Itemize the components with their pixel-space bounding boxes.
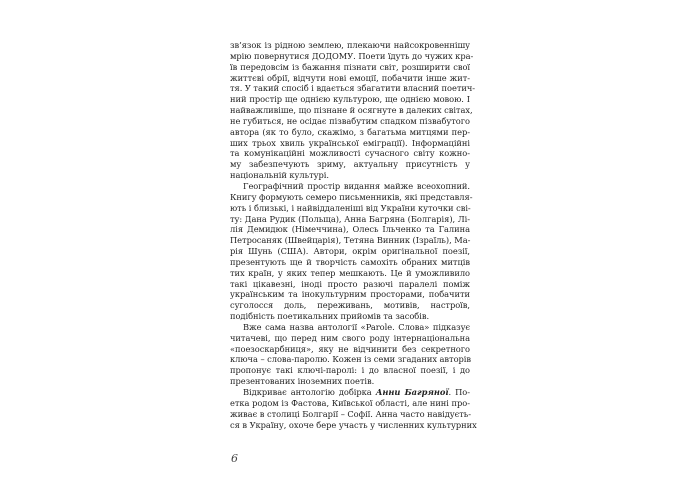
text-line — [230, 387, 470, 398]
text-line: тих країн, у яких тепер мешкають. Це й уможливило — [230, 267, 470, 278]
text-line: етка родом із Фастова, Київської області, але нині про- — [230, 397, 470, 408]
text-line: «поезоскарбниця», яку не відчинити без секретного — [230, 343, 470, 354]
text-line: Книгу формують семеро письменників, які представля- — [230, 191, 473, 202]
text-line: ту: Дана Рудик (Польща), Анна Багряна (Болгарія), Лі- — [230, 213, 470, 224]
text-line: та комунікаційні можливості сучасного світу кожно- — [230, 148, 470, 159]
page-number: 6 — [231, 452, 238, 465]
text-line: пропонує такі ключі-паролі: і до власної поезії, і до — [230, 365, 470, 376]
text-line: автора (як то було, скажімо, з багатьма митцями пер- — [230, 126, 470, 137]
text-line: українським та інокультурним просторами, побачити — [230, 289, 470, 300]
text-line: Петросаняк (Швейцарія), Тетяна Винник (Ізраїль), Ма- — [230, 235, 471, 246]
text-line: Вже сама назва антології «Parole. Слова» підказує — [243, 321, 470, 332]
text-line: не губиться, не осідає пізвабутим спадком пізвабутого — [230, 115, 470, 126]
text-line: живає в столиці Болгарії – Софії. Анна часто навідуєть- — [230, 408, 471, 419]
paragraph — [230, 387, 477, 430]
text-line: рія Шунь (США). Автори, окрім оригінальної поезії, — [230, 246, 470, 257]
text-line: му забезпечують зриму, актуальну присутність у — [230, 159, 470, 170]
text-line: презентують ще й творчість самохіть обраних митців — [230, 256, 470, 267]
paragraph — [230, 180, 473, 322]
text-line: ся в Україну, охоче бере участь у численних культурних — [230, 419, 477, 430]
author-name: Анни Багряної — [375, 387, 449, 397]
text-line: національній культурі. — [230, 170, 329, 181]
text-line: найважливіше, що пізнане й осягнуте в далеких світах, — [230, 105, 473, 116]
body-text — [230, 40, 477, 430]
paragraph — [230, 322, 470, 387]
text-segment: Відкриває антологію добірка — [243, 387, 376, 397]
text-line: презентованих іноземних поетів. — [230, 376, 375, 387]
text-line: суголосся доль, переживань, мотивів, настроїв, — [230, 300, 470, 311]
text-line: їв передовсім із бажання пізнати світ, розширити свої — [230, 61, 470, 72]
text-line: читачеві, що перед ним свого роду інтернаціональна — [230, 332, 470, 343]
text-line: Географічний простір видання майже всеохопний. — [243, 180, 470, 191]
paragraph — [230, 40, 476, 181]
text-line: ють і близькі, і найвіддаленіші від України куточки сві- — [230, 202, 471, 213]
text-line: життєві обрії, відчути нові емоції, побачити інше жит- — [230, 72, 470, 83]
text-line: мрію повернутися ДОДОМУ. Поети їдуть до чужих кра- — [230, 50, 474, 61]
text-line: подібність поетикальних прийомів та засобів. — [230, 311, 430, 322]
text-line: лія Демидюк (Німеччина), Олесь Ільченко та Галина — [230, 224, 470, 235]
text-line: зв’язок із рідною землею, плекаючи найсокровеннішу — [230, 40, 470, 50]
text-line: ний простір ще однією культурою, ще однією мовою. І — [230, 94, 470, 105]
text-line: ших трьох хвиль української еміграції). Інформаційні — [230, 137, 470, 148]
text-line: ключа – слова-паролю. Кожен із семи згаданих авторів — [230, 354, 472, 365]
text-segment: . По- — [448, 387, 470, 397]
text-line: такі цікавезні, іноді просто разючі паралелі поміж — [230, 278, 470, 289]
text-line: тя. У такий спосіб і вдається збагатити власний поетич- — [230, 83, 476, 94]
